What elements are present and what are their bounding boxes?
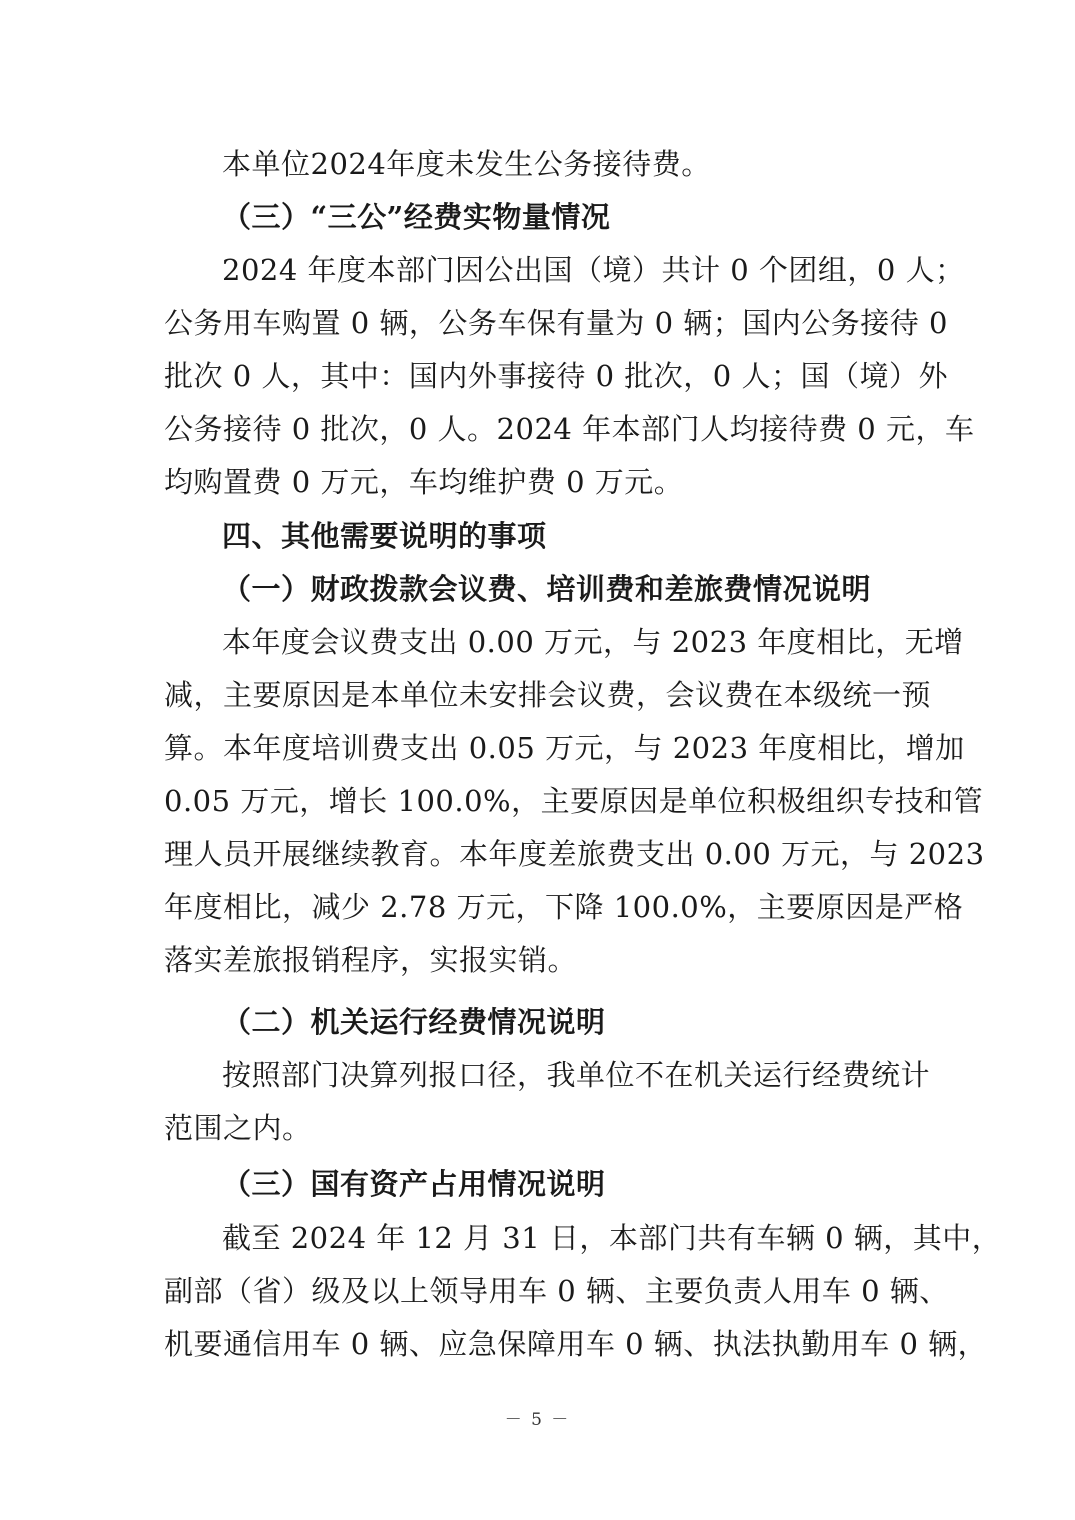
section-heading-other-matters: 四、其他需要说明的事项 <box>222 519 547 553</box>
section-heading-state-assets: （三）国有资产占用情况说明 <box>222 1167 606 1201</box>
paragraph-line: 2024 年度本部门因公出国（境）共计 0 个团组，0 人； <box>222 253 965 287</box>
paragraph-line: 均购置费 0 万元，车均维护费 0 万元。 <box>164 465 684 499</box>
paragraph-line: 批次 0 人，其中：国内外事接待 0 批次，0 人；国（境）外 <box>164 359 948 393</box>
paragraph-line: 减，主要原因是本单位未安排会议费，会议费在本级统一预 <box>164 678 932 712</box>
paragraph-line: 机要通信用车 0 辆、应急保障用车 0 辆、执法执勤用车 0 辆， <box>164 1327 988 1361</box>
paragraph-line: 公务接待 0 批次，0 人。2024 年本部门人均接待费 0 元，车 <box>164 412 975 446</box>
paragraph-line: 本年度会议费支出 0.00 万元，与 2023 年度相比，无增 <box>222 625 964 659</box>
paragraph-line: 算。本年度培训费支出 0.05 万元，与 2023 年度相比，增加 <box>164 731 965 765</box>
paragraph-line: 公务用车购置 0 辆，公务车保有量为 0 辆；国内公务接待 0 <box>164 306 948 340</box>
paragraph-line: 截至 2024 年 12 月 31 日，本部门共有车辆 0 辆，其中， <box>222 1221 1002 1255</box>
paragraph-line: 0.05 万元，增长 100.0%，主要原因是单位积极组织专技和管 <box>164 784 984 818</box>
paragraph-line: 按照部门决算列报口径，我单位不在机关运行经费统计 <box>222 1058 931 1092</box>
paragraph-line: 本单位2024年度未发生公务接待费。 <box>222 147 711 181</box>
page-number: － 5 － <box>504 1410 571 1430</box>
section-heading-sangong-quantity: （三）“三公”经费实物量情况 <box>222 200 611 234</box>
section-heading-meeting-training-travel: （一）财政拨款会议费、培训费和差旅费情况说明 <box>222 572 872 606</box>
section-heading-operating-expenses: （二）机关运行经费情况说明 <box>222 1005 606 1039</box>
paragraph-line: 理人员开展继续教育。本年度差旅费支出 0.00 万元，与 2023 <box>164 837 985 871</box>
paragraph-line: 落实差旅报销程序，实报实销。 <box>164 943 578 977</box>
paragraph-line: 年度相比，减少 2.78 万元，下降 100.0%，主要原因是严格 <box>164 890 964 924</box>
paragraph-line: 副部（省）级及以上领导用车 0 辆、主要负责人用车 0 辆、 <box>164 1274 949 1308</box>
paragraph-line: 范围之内。 <box>164 1111 312 1145</box>
